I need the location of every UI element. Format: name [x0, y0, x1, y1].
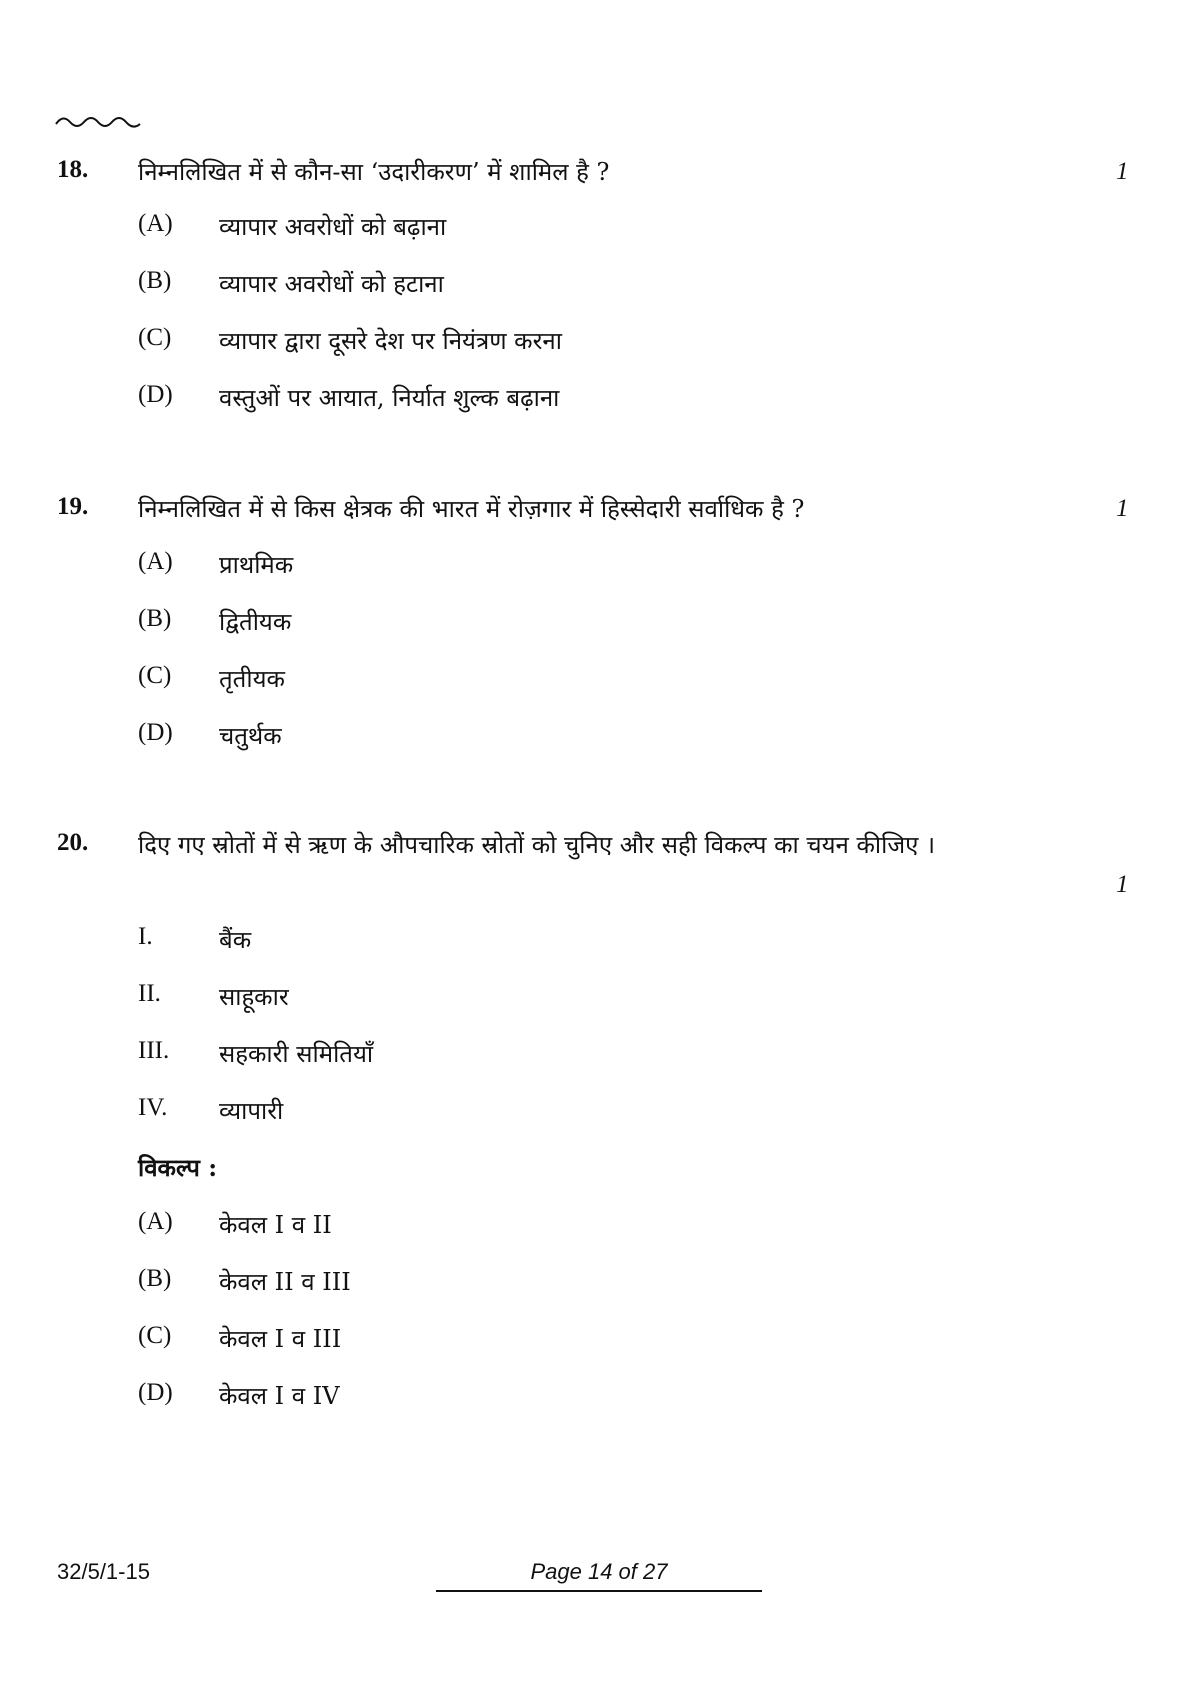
option-text: केवल I व II — [219, 1211, 332, 1239]
option-text: द्वितीयक — [219, 608, 292, 636]
option-text: व्यापार अवरोधों को हटाना — [219, 270, 444, 298]
statement-text: बैंक — [219, 926, 252, 954]
question-marks: 1 — [1116, 871, 1129, 898]
statement-label: II. — [138, 980, 161, 1007]
option-text: तृतीयक — [219, 665, 285, 693]
option-label: (B) — [138, 267, 172, 294]
option-label: (A) — [138, 1208, 173, 1235]
question-number: 20. — [57, 829, 89, 856]
question-text: दिए गए स्रोतों में से ऋण के औपचारिक स्रोतों को चुनिए और सही विकल्प का चयन कीजिए । — [138, 831, 936, 859]
option-label: (C) — [138, 1322, 172, 1349]
option-label: (B) — [138, 605, 172, 632]
option-text: प्राथमिक — [219, 551, 294, 579]
statement-text: सहकारी समितियाँ — [219, 1040, 374, 1068]
question-text: निम्नलिखित में से किस क्षेत्रक की भारत में रोज़गार में हिस्सेदारी सर्वाधिक है ? — [138, 495, 805, 523]
wave-mark-icon — [54, 112, 144, 132]
statement-label: III. — [138, 1037, 170, 1064]
question-number: 18. — [57, 156, 89, 183]
option-text: चतुर्थक — [219, 722, 282, 750]
option-label: (B) — [138, 1265, 172, 1292]
option-text: व्यापार अवरोधों को बढ़ाना — [219, 213, 447, 241]
option-label: (A) — [138, 548, 173, 575]
option-label: (D) — [138, 381, 173, 408]
statement-text: साहूकार — [219, 983, 289, 1011]
option-text: केवल II व III — [219, 1268, 351, 1296]
question-marks: 1 — [1116, 495, 1129, 522]
option-text: केवल I व IV — [219, 1382, 340, 1410]
question-number: 19. — [57, 493, 89, 520]
option-text: केवल I व III — [219, 1325, 342, 1353]
option-label: (C) — [138, 662, 172, 689]
footer-divider — [436, 1590, 762, 1592]
option-text: व्यापार द्वारा दूसरे देश पर नियंत्रण करना — [219, 327, 562, 355]
option-label: (D) — [138, 1379, 173, 1406]
statement-text: व्यापारी — [219, 1097, 284, 1125]
paper-code: 32/5/1-15 — [57, 1559, 150, 1584]
option-label: (A) — [138, 210, 173, 237]
page-number: Page 14 of 27 — [530, 1559, 668, 1584]
option-label: (C) — [138, 324, 172, 351]
option-text: वस्तुओं पर आयात, निर्यात शुल्क बढ़ाना — [219, 384, 560, 412]
option-label: (D) — [138, 719, 173, 746]
options-heading: विकल्प : — [138, 1153, 218, 1182]
statement-label: IV. — [138, 1094, 168, 1121]
statement-label: I. — [138, 923, 153, 950]
question-text: निम्नलिखित में से कौन-सा ‘उदारीकरण’ में शामिल है ? — [138, 158, 610, 186]
question-marks: 1 — [1116, 158, 1129, 185]
